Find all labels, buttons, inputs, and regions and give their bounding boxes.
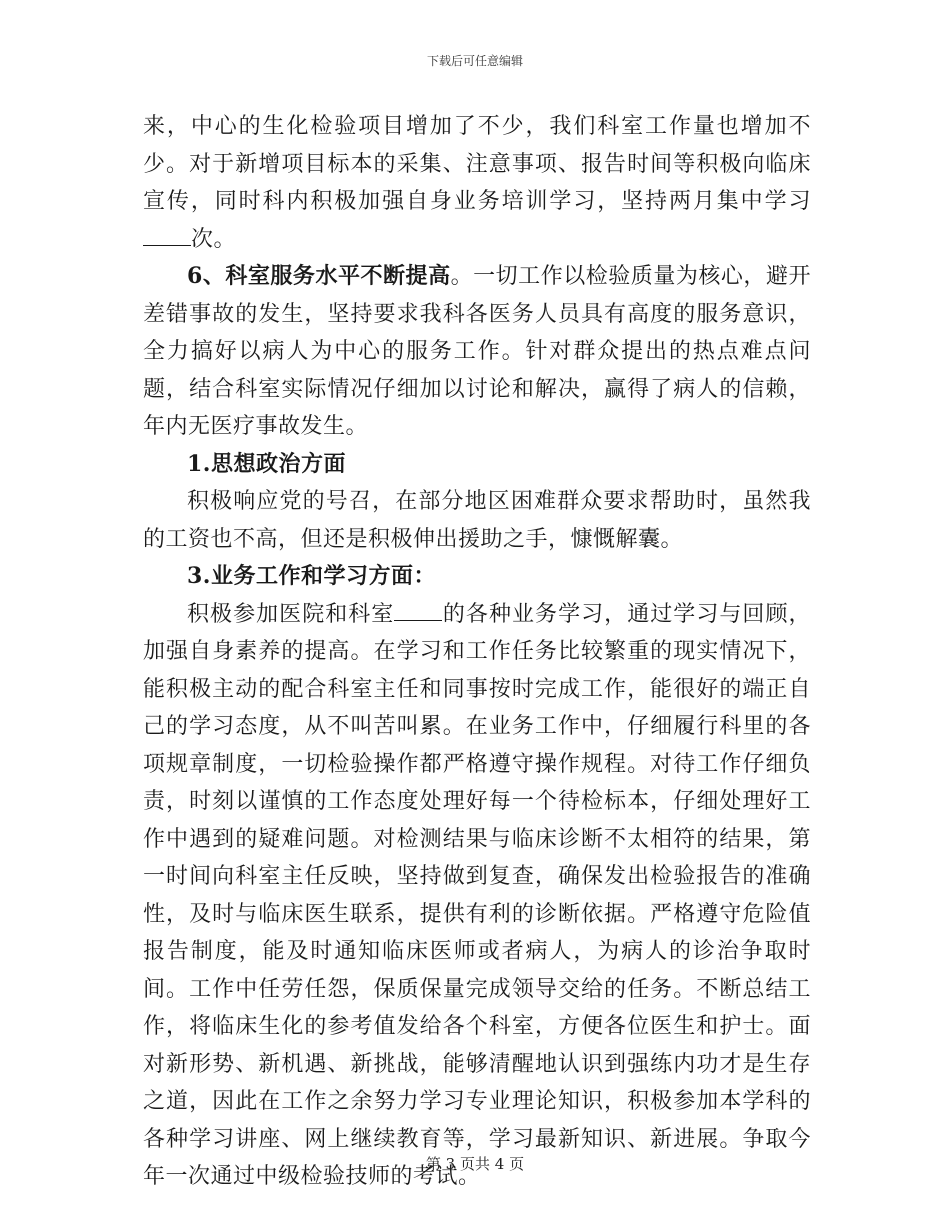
section-heading: 3.业务工作和学习方面： [187, 563, 436, 589]
paragraph-text: 的各种业务学习，通过学习与回顾，加强自身素养的提高。在学习和工作任务比较繁重的现实情况下，能积极主动的配合科室主任和同事按时完成工作，能很好的端正自己的学习态度，从不叫苦叫累。在业务工作中，仔细履行科里的各项规章制度，一切检验操作都严格遵守操作规程。对待工作仔细负责，时刻以谨慎的工作态度处理好每一个待检标本，仔细处理好工作中遇到的疑难问题。对检测结果与临床诊断不太相符的结果，第一时间向科室主任反映，坚持做到复查，确保发出检验报告的准确性，及时与临床医生联系，提供有利的诊断依据。严格遵守危险值报告制度，能及时通知临床医师或者病人，为病人的诊治争取时间。工作中任劳任怨，保质保量完成领导交给的任务。不断总结工作，将临床生化的参考值发给各个科室，方便各位医生和护士。面对新形势、新机遇、新挑战，能够清醒地认识到强练内功才是生存之道，因此在工作之余努力学习专业理论知识，积极参加本学科的各种学习讲座、网上继续教育等，学习最新知识、新进展。争取今年一次通过中级检验技师的考试。 [143, 601, 811, 1189]
paragraph-service-level [143, 258, 811, 446]
paragraph-work-study [143, 596, 811, 1196]
paragraph-text: 次。 [191, 226, 237, 252]
page-footer: 第 3 页共 4 页 [425, 1155, 525, 1173]
paragraph-text: 。一切工作以检验质量为核心，避开差错事故的发生，坚持要求我科各医务人员具有高度的服务意识，全力搞好以病人为中心的服务工作。针对群众提出的热点难点问题，结合科室实际情况仔细加以讨论和解决，赢得了病人的信赖，年内无医疗事故发生。 [143, 264, 811, 439]
fill-blank [394, 602, 442, 621]
heading-work-study [143, 558, 811, 596]
paragraph-text: 积极参加医院和科室 [187, 601, 395, 627]
document-body [143, 108, 811, 1196]
paragraph-political [143, 483, 811, 558]
paragraph-lab-items [143, 108, 811, 258]
page-header: 下载后可任意编辑 [426, 54, 523, 68]
paragraph-text: 积极响应党的号召，在部分地区困难群众要求帮助时，虽然我的工资也不高，但还是积极伸出援助之手，慷慨解囊。 [143, 489, 811, 552]
paragraph-text: 来，中心的生化检验项目增加了不少，我们科室工作量也增加不少。对于新增项目标本的采集、注意事项、报告时间等积极向临床宣传，同时科内积极加强自身业务培训学习，坚持两月集中学习 [143, 114, 811, 214]
section-heading: 1.思想政治方面 [187, 450, 346, 477]
section-heading: 6、科室服务水平不断提高 [187, 263, 451, 289]
heading-political [143, 446, 811, 484]
fill-blank [143, 227, 191, 246]
